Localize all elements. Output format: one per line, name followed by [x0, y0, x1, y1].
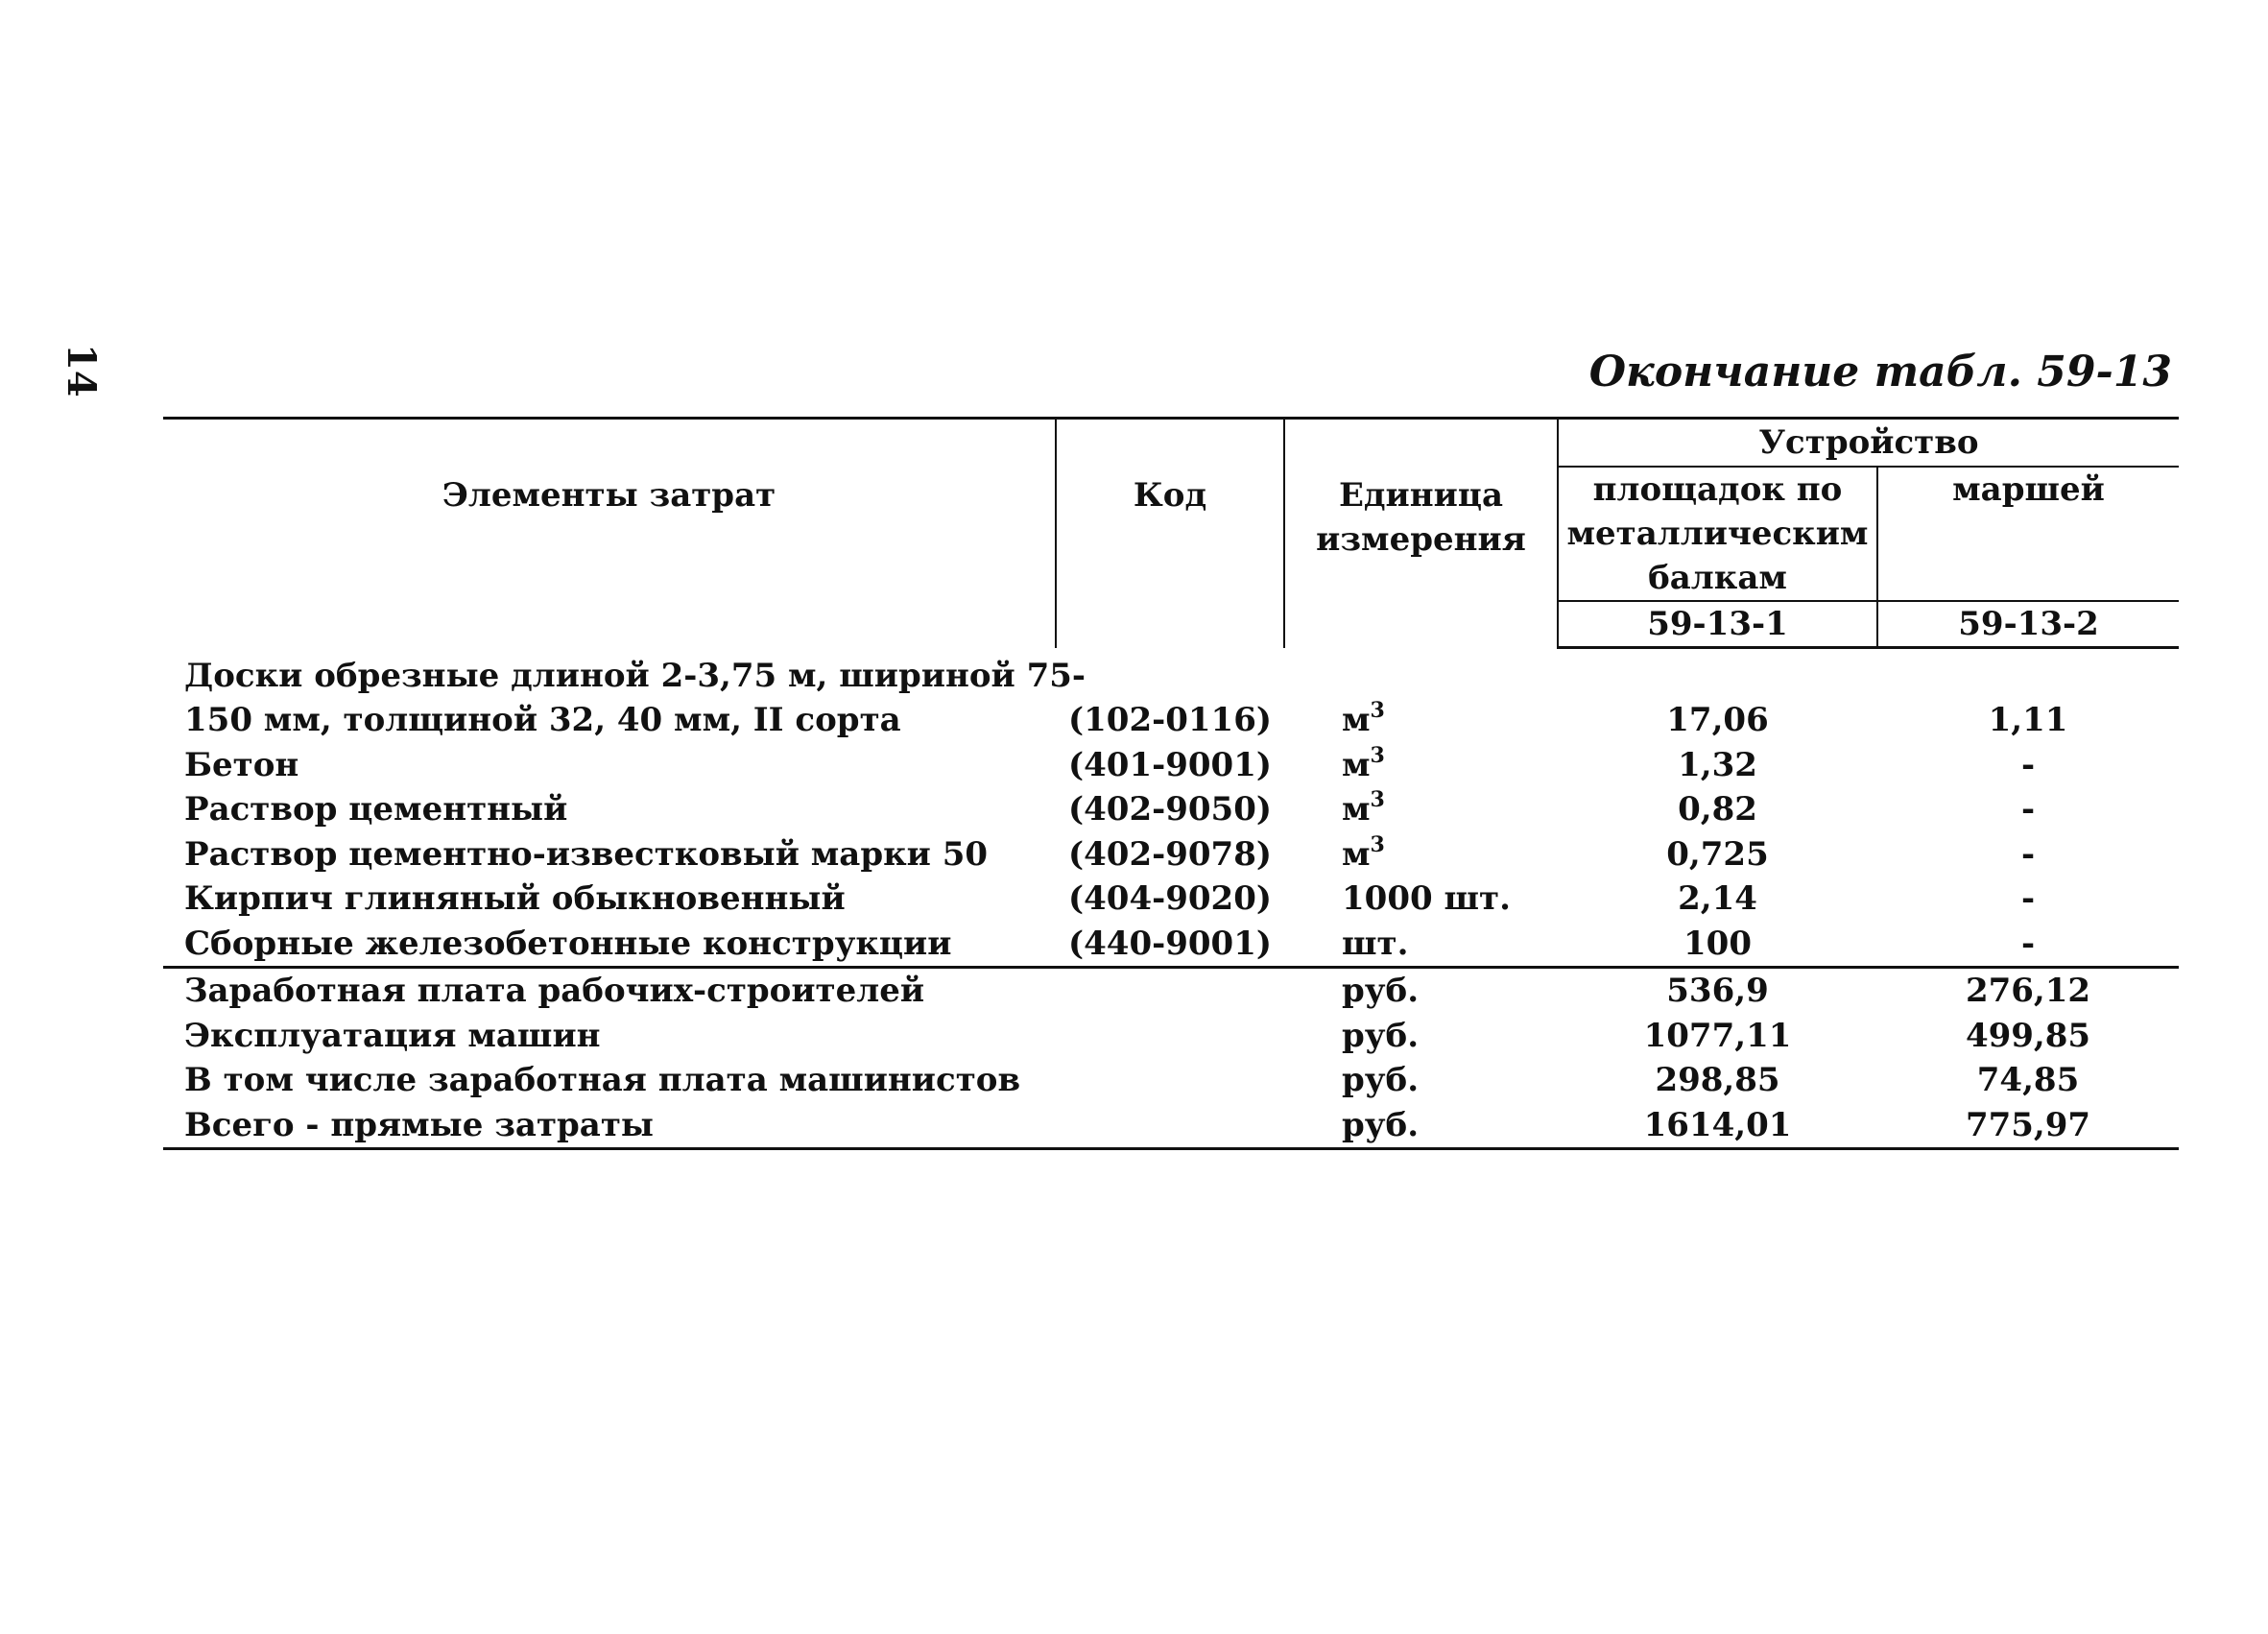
page-number: 14 [59, 344, 104, 397]
row-name: Кирпич глиняный обыкновенный [184, 879, 846, 918]
row-unit: $м^3$ [1342, 787, 1385, 829]
table-row [163, 1103, 2179, 1149]
row-value-1: 1614,01 [1558, 1103, 1877, 1149]
cost-table [163, 417, 2179, 1150]
row-value-2: - [2020, 924, 2036, 963]
row-value-1: 536,9 [1558, 968, 1877, 1014]
row-code: (440-9001) [1068, 924, 1272, 963]
row-name: В том числе заработная плата машинистов [184, 1061, 1021, 1099]
row-unit: руб. [1284, 1103, 1558, 1149]
table-caption: Окончание табл. 59-13 [1588, 348, 2172, 396]
row-name: 150 мм, толщиной 32, 40 мм, II сорта [184, 701, 901, 739]
row-value-2: - [2020, 879, 2036, 918]
row-name: Раствор цементный [184, 790, 568, 829]
row-value-1: 100 [1683, 924, 1752, 963]
row-value-2: - [2020, 790, 2036, 829]
table-row [163, 787, 2179, 832]
row-value-1: 0,725 [1666, 834, 1769, 874]
row-code: (402-9050) [1068, 790, 1272, 829]
row-code: (404-9020) [1068, 879, 1272, 918]
table-row [163, 877, 2179, 922]
table-row [163, 1058, 2179, 1103]
header-elements: Элементы затрат [163, 419, 1056, 648]
header-col1-code: 59-13-1 [1558, 601, 1877, 648]
row-name: Сборные железобетонные конструкции [184, 924, 952, 963]
header-code: Код [1056, 419, 1284, 648]
table-row [163, 698, 2179, 743]
table-row [163, 922, 2179, 968]
row-unit: руб. [1342, 1061, 1420, 1099]
row-value-1: 298,85 [1655, 1061, 1780, 1099]
row-value-1: 17,06 [1666, 701, 1769, 739]
row-value-1: 2,14 [1678, 879, 1757, 918]
row-unit: $м^3$ [1342, 831, 1385, 874]
header-group-ustroystvo: Устройство [1558, 419, 2179, 468]
row-name: Эксплуатация машин [184, 1016, 601, 1055]
row-value-2: 499,85 [1965, 1016, 2091, 1055]
row-unit: шт. [1342, 924, 1409, 963]
table-row [163, 1014, 2179, 1059]
row-value-2: - [2020, 745, 2036, 784]
row-unit: руб. [1342, 1016, 1420, 1055]
row-value-1: 1,32 [1678, 745, 1757, 784]
table-row [163, 832, 2179, 877]
row-code: (102-0116) [1068, 701, 1272, 739]
row-value-1: 0,82 [1678, 790, 1757, 829]
row-value-2: 74,85 [1976, 1061, 2080, 1099]
row-value-2: 276,12 [1877, 968, 2179, 1014]
row-name: Раствор цементно-известковый марки 50 [184, 834, 989, 874]
row-unit: $м^3$ [1342, 742, 1385, 784]
table-row [163, 968, 2179, 1014]
row-name: Заработная плата рабочих-строителей [163, 968, 1056, 1014]
header-col2-code: 59-13-2 [1877, 601, 2179, 648]
row-name: Доски обрезные длиной 2-3,75 м, шириной 75- [184, 656, 1086, 695]
header-col1: площадок по металлическим балкам [1558, 467, 1877, 601]
row-unit: 1000 шт. [1342, 879, 1511, 918]
row-value-2: 775,97 [1877, 1103, 2179, 1149]
table-row [163, 648, 2179, 699]
row-name: Всего - прямые затраты [163, 1103, 1056, 1149]
row-code: (402-9078) [1068, 834, 1272, 874]
row-value-2: 1,11 [1988, 701, 2068, 739]
row-unit: руб. [1284, 968, 1558, 1014]
row-unit: $м^3$ [1342, 698, 1385, 739]
header-col2: маршей [1877, 467, 2179, 601]
row-value-1: 1077,11 [1643, 1016, 1792, 1055]
row-name: Бетон [184, 745, 299, 784]
header-unit: Единица измерения [1284, 419, 1558, 648]
row-code: (401-9001) [1068, 745, 1272, 784]
table-row [163, 743, 2179, 788]
row-value-2: - [2020, 834, 2036, 874]
